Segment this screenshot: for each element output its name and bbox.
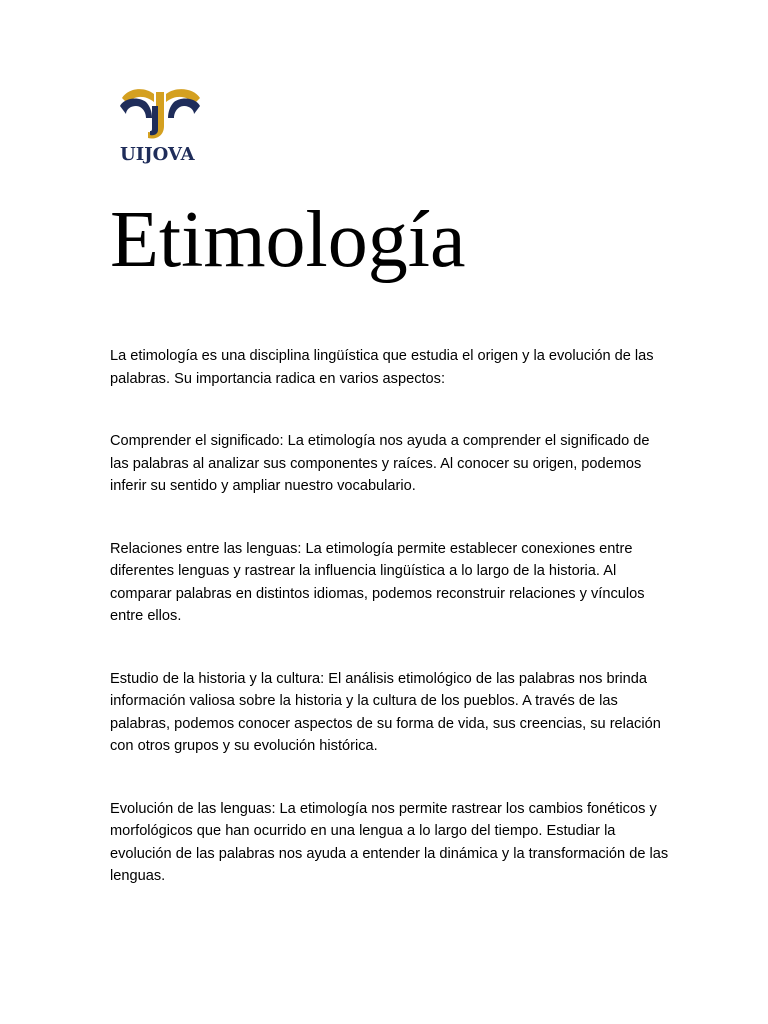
university-logo	[114, 84, 210, 174]
page-title: Etimología	[110, 196, 466, 284]
paragraph-intro: La etimología es una disciplina lingüística que estudia el origen y la evolución de las palabras. Su importancia radica en varios aspectos:	[110, 348, 654, 387]
paragraph-evolution: Evolución de las lenguas: La etimología nos permite rastrear los cambios fonéticos y morfológicos que han ocurrido en una lengua a lo largo del tiempo. Estudiar la evolución de las palabras nos ayuda a entender la dinámica y la transformación de las lenguas.	[110, 800, 669, 884]
paragraph-languages: Relaciones entre las lenguas: La etimología permite establecer conexiones entre diferentes lenguas y rastrear la influencia lingüística a lo largo de la historia. Al comparar palabras en distintos idiomas, podemos reconstruir relaciones y vínculos entre ellos.	[110, 540, 645, 624]
document-body	[110, 345, 670, 888]
logo-text: UIJOVA	[120, 144, 195, 165]
paragraph-history-culture: Estudio de la historia y la cultura: El análisis etimológico de las palabras nos brinda información valiosa sobre la historia y la cultura de los pueblos. A través de las palabras, podemos conocer aspectos de su forma de vida, sus creencias, su relación con otros grupos y su evolución histórica.	[110, 670, 661, 754]
paragraph-meaning: Comprender el significado: La etimología nos ayuda a comprender el significado de las palabras al analizar sus componentes y raíces. Al conocer su origen, podemos inferir su sentido y ampliar nuestro vocabulario.	[110, 433, 650, 494]
uijova-logo-icon	[114, 84, 206, 144]
